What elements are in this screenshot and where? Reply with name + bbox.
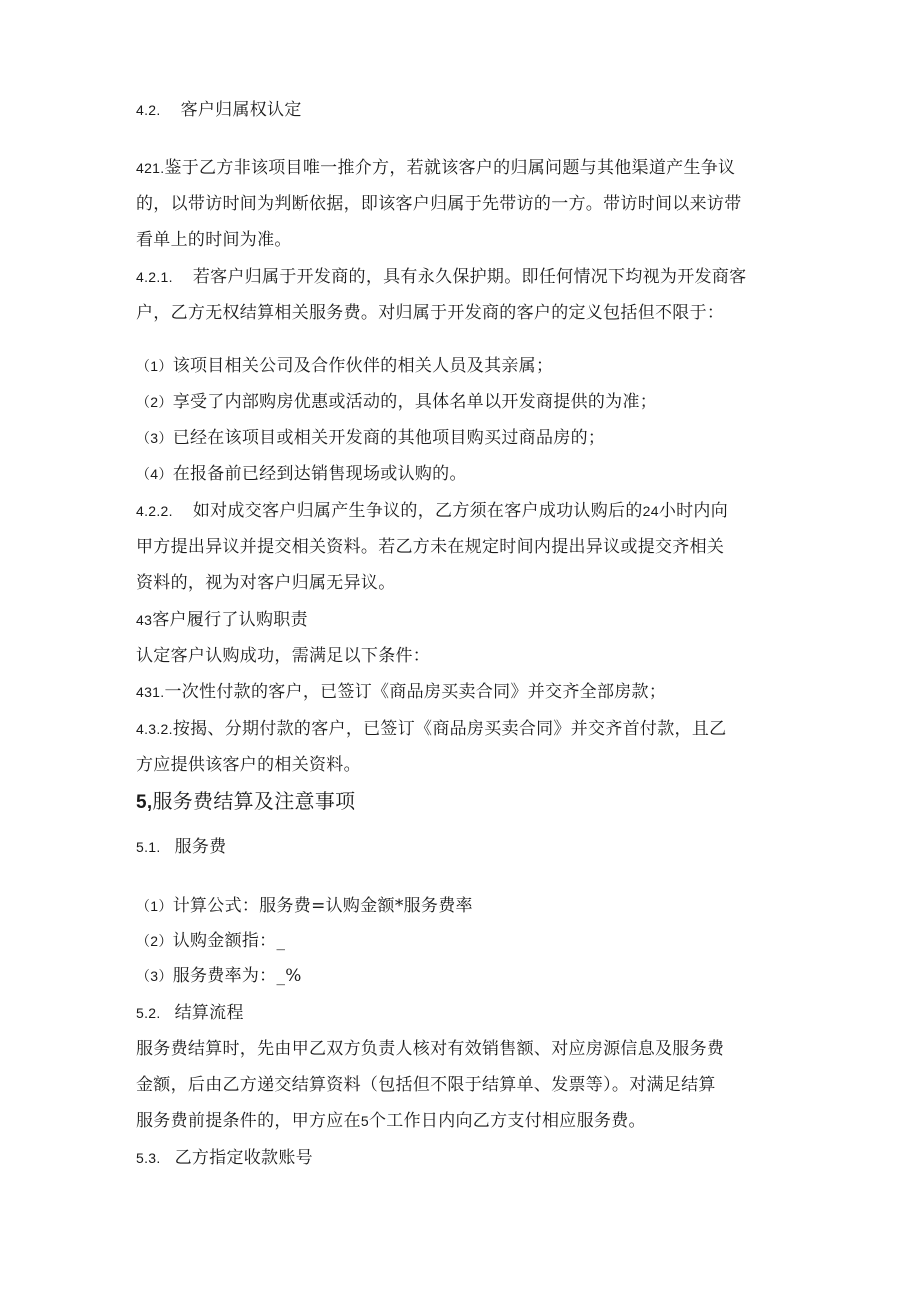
section-number: 5.2. [136, 1005, 161, 1021]
fee-item-number: （1） [136, 898, 173, 914]
section-number: 5.3. [136, 1150, 161, 1166]
clause-421-line2: 的，以带访时间为判断依据，即该客户归属于先带访的一方。带访时间以来访带 [136, 194, 742, 214]
clause-431 [136, 681, 666, 703]
section-4-2-heading [136, 99, 302, 121]
clause-4-2-2-line1 [136, 500, 728, 522]
list-item [136, 427, 605, 449]
clause-4-2-1-line1 [136, 266, 746, 288]
section-title: 服务费结算及注意事项 [152, 789, 356, 813]
section-number: 43 [136, 612, 153, 628]
fee-item-text: 服务费率为：_% [172, 966, 302, 986]
section-title: 客户归属权认定 [180, 100, 302, 120]
workdays-value: 5 [360, 1113, 369, 1129]
section-number: 5, [136, 792, 153, 813]
clause-4-2-2-line2: 甲方提出异议并提交相关资料。若乙方未在规定时间内提出异议或提交齐相关 [136, 537, 725, 557]
list-item-number: （1） [136, 358, 173, 374]
section-number: 4.2. [136, 102, 161, 118]
fee-item [136, 930, 285, 952]
clause-number: 421. [136, 160, 165, 176]
clause-text: 小时内向 [658, 501, 729, 521]
list-item [136, 391, 657, 413]
section-title: 乙方指定收款账号 [174, 1148, 313, 1168]
fee-item-number: （3） [136, 968, 173, 984]
clause-text: 若客户归属于开发商的，具有永久保护期。即任何情况下均视为开发商客 [192, 267, 747, 287]
clause-4-3-2-line2: 方应提供该客户的相关资料。 [136, 755, 361, 775]
clause-text: 如对成交客户归属产生争议的，乙方须在客户成功认购后的 [192, 501, 643, 521]
section-title: 结算流程 [174, 1003, 244, 1023]
fee-item-text: 认购金额指：_ [172, 931, 286, 951]
list-item-number: （4） [136, 466, 173, 482]
section-number: 5.1. [136, 839, 161, 855]
section-5-3-heading [136, 1147, 313, 1169]
clause-number: 431. [136, 684, 165, 700]
list-item [136, 463, 467, 485]
fee-item [136, 895, 473, 917]
section-5-2-line1: 服务费结算时，先由甲乙双方负责人核对有效销售额、对应房源信息及服务费 [136, 1039, 725, 1059]
fee-item-number: （2） [136, 933, 173, 949]
clause-text: 鉴于乙方非该项目唯一推介方，若就该客户的归属问题与其他渠道产生争议 [164, 158, 736, 178]
clause-421-line1 [136, 157, 735, 179]
clause-number: 4.2.1. [136, 269, 173, 285]
clause-4-2-2-line3: 资料的，视为对客户归属无异议。 [136, 573, 396, 593]
section-title: 服务费 [174, 837, 227, 857]
list-item-text: 享受了内部购房优惠或活动的，具体名单以开发商提供的为准； [172, 392, 658, 412]
clause-text: 按揭、分期付款的客户，已签订《商品房买卖合同》并交齐首付款，且乙 [172, 719, 727, 739]
list-item-number: （3） [136, 430, 173, 446]
clause-text: 服务费前提条件的，甲方应在 [136, 1111, 361, 1131]
clause-4-2-1-line2: 户，乙方无权结算相关服务费。对归属于开发商的客户的定义包括但不限于： [136, 303, 725, 323]
fee-item-text: 计算公式：服务费=认购金额*服务费率 [172, 896, 473, 916]
clause-text: 一次性付款的客户，已签订《商品房买卖合同》并交齐全部房款； [164, 682, 667, 702]
section-5-2-line2: 金额，后由乙方递交结算资料（包括但不限于结算单、发票等）。对满足结算 [136, 1075, 716, 1095]
fee-item [136, 965, 302, 987]
list-item-number: （2） [136, 394, 173, 410]
list-item-text: 在报备前已经到达销售现场或认购的。 [172, 464, 467, 484]
clause-number: 4.2.2. [136, 503, 173, 519]
section-5-heading [136, 788, 355, 816]
clause-4-3-2-line1 [136, 718, 726, 740]
clause-421-line3: 看单上的时间为准。 [136, 230, 292, 250]
list-item-text: 已经在该项目或相关开发商的其他项目购买过商品房的； [172, 428, 606, 448]
list-item-text: 该项目相关公司及合作伙伴的相关人员及其亲属； [172, 356, 554, 376]
section-5-2-line3 [136, 1110, 646, 1132]
section-5-2-heading [136, 1002, 244, 1024]
list-item [136, 355, 553, 377]
section-title: 客户履行了认购职责 [152, 610, 308, 630]
clause-number: 4.3.2. [136, 721, 173, 737]
section-4-3-heading [136, 609, 308, 631]
section-5-1-heading [136, 836, 226, 858]
clause-text: 个工作日内向乙方支付相应服务费。 [369, 1111, 646, 1131]
hours-value: 24 [642, 503, 659, 519]
section-4-3-intro: 认定客户认购成功，需满足以下条件： [136, 646, 431, 666]
